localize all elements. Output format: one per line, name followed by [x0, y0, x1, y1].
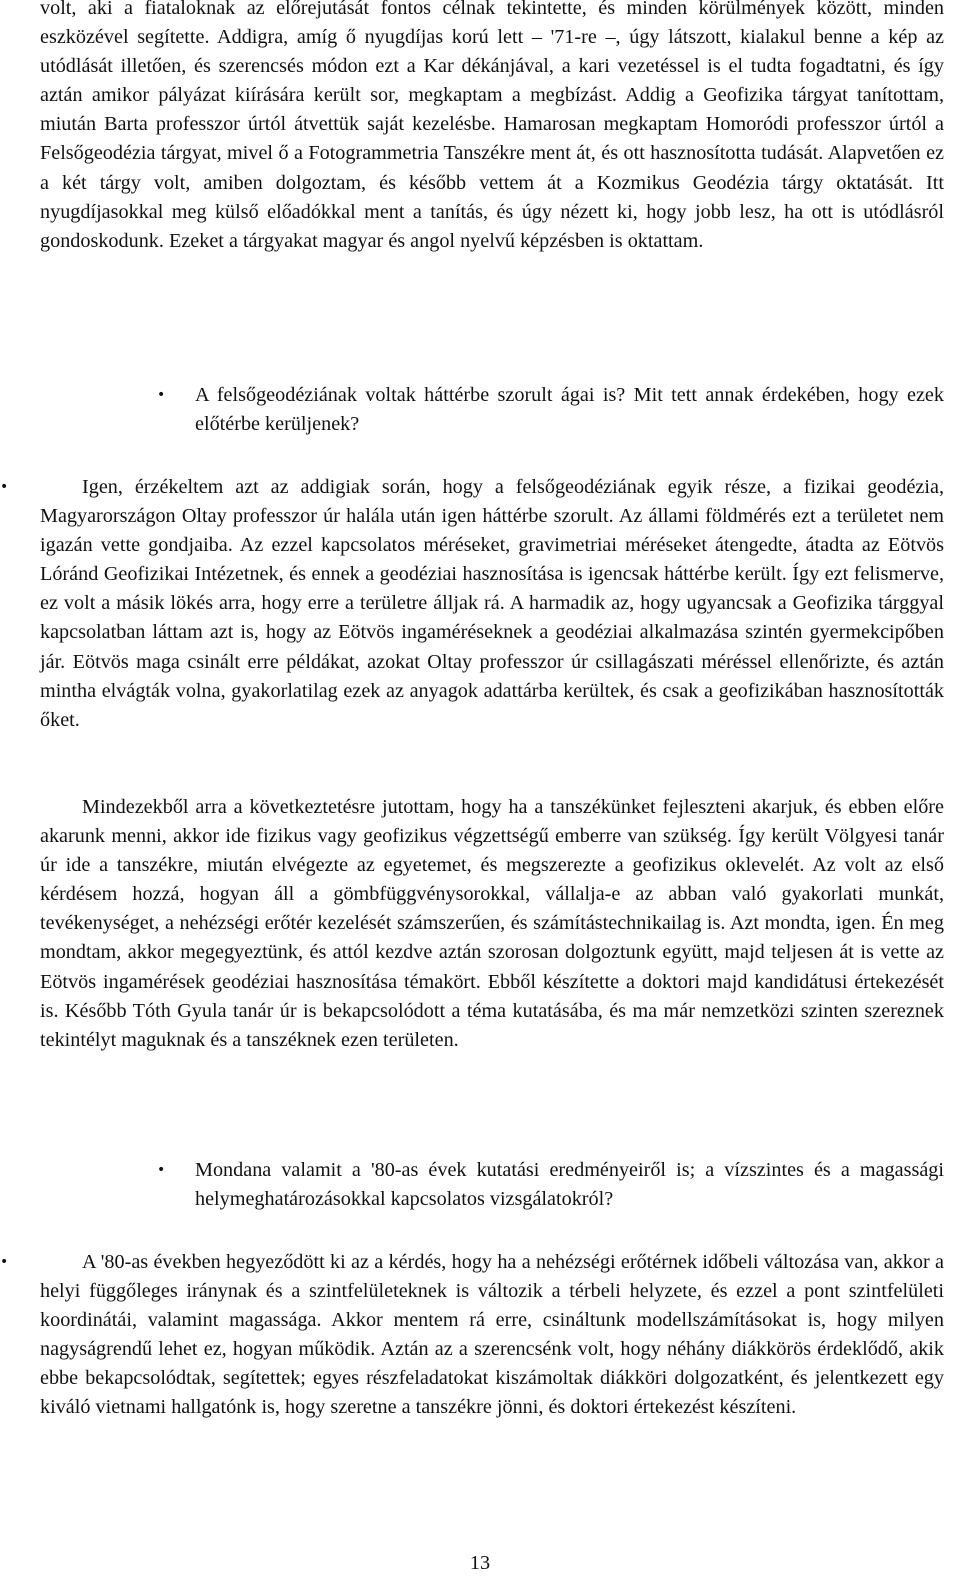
answer-2-paragraph	[0, 1248, 944, 1423]
answer-1-text: Igen, érzékeltem azt az addigiak során, hogy a felsőgeodéziának egyik része, a fizikai geodézia, Magyarországon Oltay professzor úr halála után igen háttérbe szorult. Az állami földmérés ezt a területet nem igazán vette gondjaiba. Az ezzel kapcsolatos méréseket, gravimetriai méréseket átengedte, átadta az Eötvös Lóránd Geofizikai Intézetnek, és ennek a geodéziai hasznosítása is igencsak háttérbe került. Így ezt felismerve, ez volt a másik lökés arra, hogy erre a területre álljak rá. A harmadik az, hogy ugyancsak a Geofizika tárggyal kapcsolatban láttam azt is, hogy az Eötvös ingaméréseknek a geodéziai alkalmazása szintén gyermekcipőben jár. Eötvös maga csinált erre példákat, azokat Oltay professzor úr csillagászati méréssel ellenőrizte, és aztán mintha elvágták volna, gyakorlatilag ezek az anyagok adattárba kerültek, és csak a geofizikában hasznosították őket.	[40, 476, 944, 731]
bullet-icon: •	[157, 387, 166, 403]
answer-1-first-paragraph	[0, 473, 944, 735]
bullet-icon: •	[0, 479, 9, 495]
answer-2-text: A '80-as években hegyeződött ki az a kérdés, hogy ha a nehézségi erőtérnek időbeli változása van, akkor a helyi függőleges iránynak és a szintfelületeknek is változik a térbeli helyzete, és ezzel a pont szintfelületi koordinátái, valamint magassága. Akkor mentem rá erre, csináltunk modellszámításokat is, hogy milyen nagyságrendű lehet ez, hogyan működik. Aztán az a szerencsénk volt, hogy néhány diákkörös érdeklődő, akik ebbe bekapcsolódtak, segítettek; egyes részfeladatokat kiszámoltak diákköri dolgozatként, és jelentkezett egy kiváló vietnami hallgatónk is, hogy szeretne a tanszékre jönni, és doktori értekezést készíteni.	[40, 1251, 944, 1419]
question-2-text: Mondana valamit a '80-as évek kutatási eredményeiről is; a vízszintes és a magassági helymeghatározásokkal kapcsolatos vizsgálatokról?	[195, 1159, 944, 1211]
interview-question-1	[40, 381, 944, 439]
interview-question-2	[40, 1156, 944, 1214]
page-number: 13	[469, 1552, 491, 1574]
bullet-icon: •	[0, 1254, 9, 1270]
intro-paragraph: volt, aki a fiataloknak az előrejutását fontos célnak tekintette, és minden körülmények között, minden eszközével segítette. Addigra, amíg ő nyugdíjas korú lett – '71-re –, úgy látszott, kialakul benne a kép az utódlását illetően, és szerencsés módon ezt a Kar dékánjával, a kari vezetéssel is el tudta fogadtatni, és így aztán amikor pályázat kiírására került sor, megkaptam a megbízást. Addig a Geofizika tárgyat tanítottam, miután Barta professzor úrtól átvettük saját kezelésbe. Hamarosan megkaptam Homoródi professzor úrtól a Felsőgeodézia tárgyat, mivel ő a Fotogrammetria Tanszékre ment át, és ott hasznosította tudását. Alapvetően ez a két tárgy volt, amiben dolgoztam, és később vettem át a Kozmikus Geodézia tárgy oktatását. Itt nyugdíjasokkal meg külső előadókkal ment a tanítás, és úgy nézett ki, hogy jobb lesz, ha ott is utódlásról gondoskodunk. Ezeket a tárgyakat magyar és angol nyelvű képzésben is oktattam.	[40, 0, 944, 252]
answer-1-second-paragraph: Mindezekből arra a következtetésre jutottam, hogy ha a tanszékünket fejleszteni akarjuk, és ebben előre akarunk menni, akkor ide fizikus vagy geofizikus végzettségű emberre van szükség. Így került Völgyesi tanár úr ide a tanszékre, miután elvégezte az egyetemet, és megszerezte a geofizikus oklevelét. Az volt az első kérdésem hozzá, hogyan áll a gömbfüggvénysorokkal, vállalja-e az abban való gyakorlati munkát, tevékenységet, a nehézségi erőtér kezelését számszerűen, és számítástechnikailag is. Azt mondta, igen. Én meg mondtam, akkor megegyeztünk, és attól kezdve aztán szorosan dolgoztunk együtt, majd teljesen át is vette az Eötvös ingamérések geodéziai hasznosítása témakört. Ebből készítette a doktori majd kandidátusi értekezését is. Később Tóth Gyula tanár úr is bekapcsolódott a téma kutatásába, és ma már nemzetközi szinten szereznek tekintélyt maguknak és a tanszéknek ezen területen.	[40, 796, 944, 1051]
bullet-icon: •	[157, 1162, 166, 1178]
question-1-text: A felsőgeodéziának voltak háttérbe szorult ágai is? Mit tett annak érdekében, hogy ezek előtérbe kerüljenek?	[195, 384, 944, 436]
